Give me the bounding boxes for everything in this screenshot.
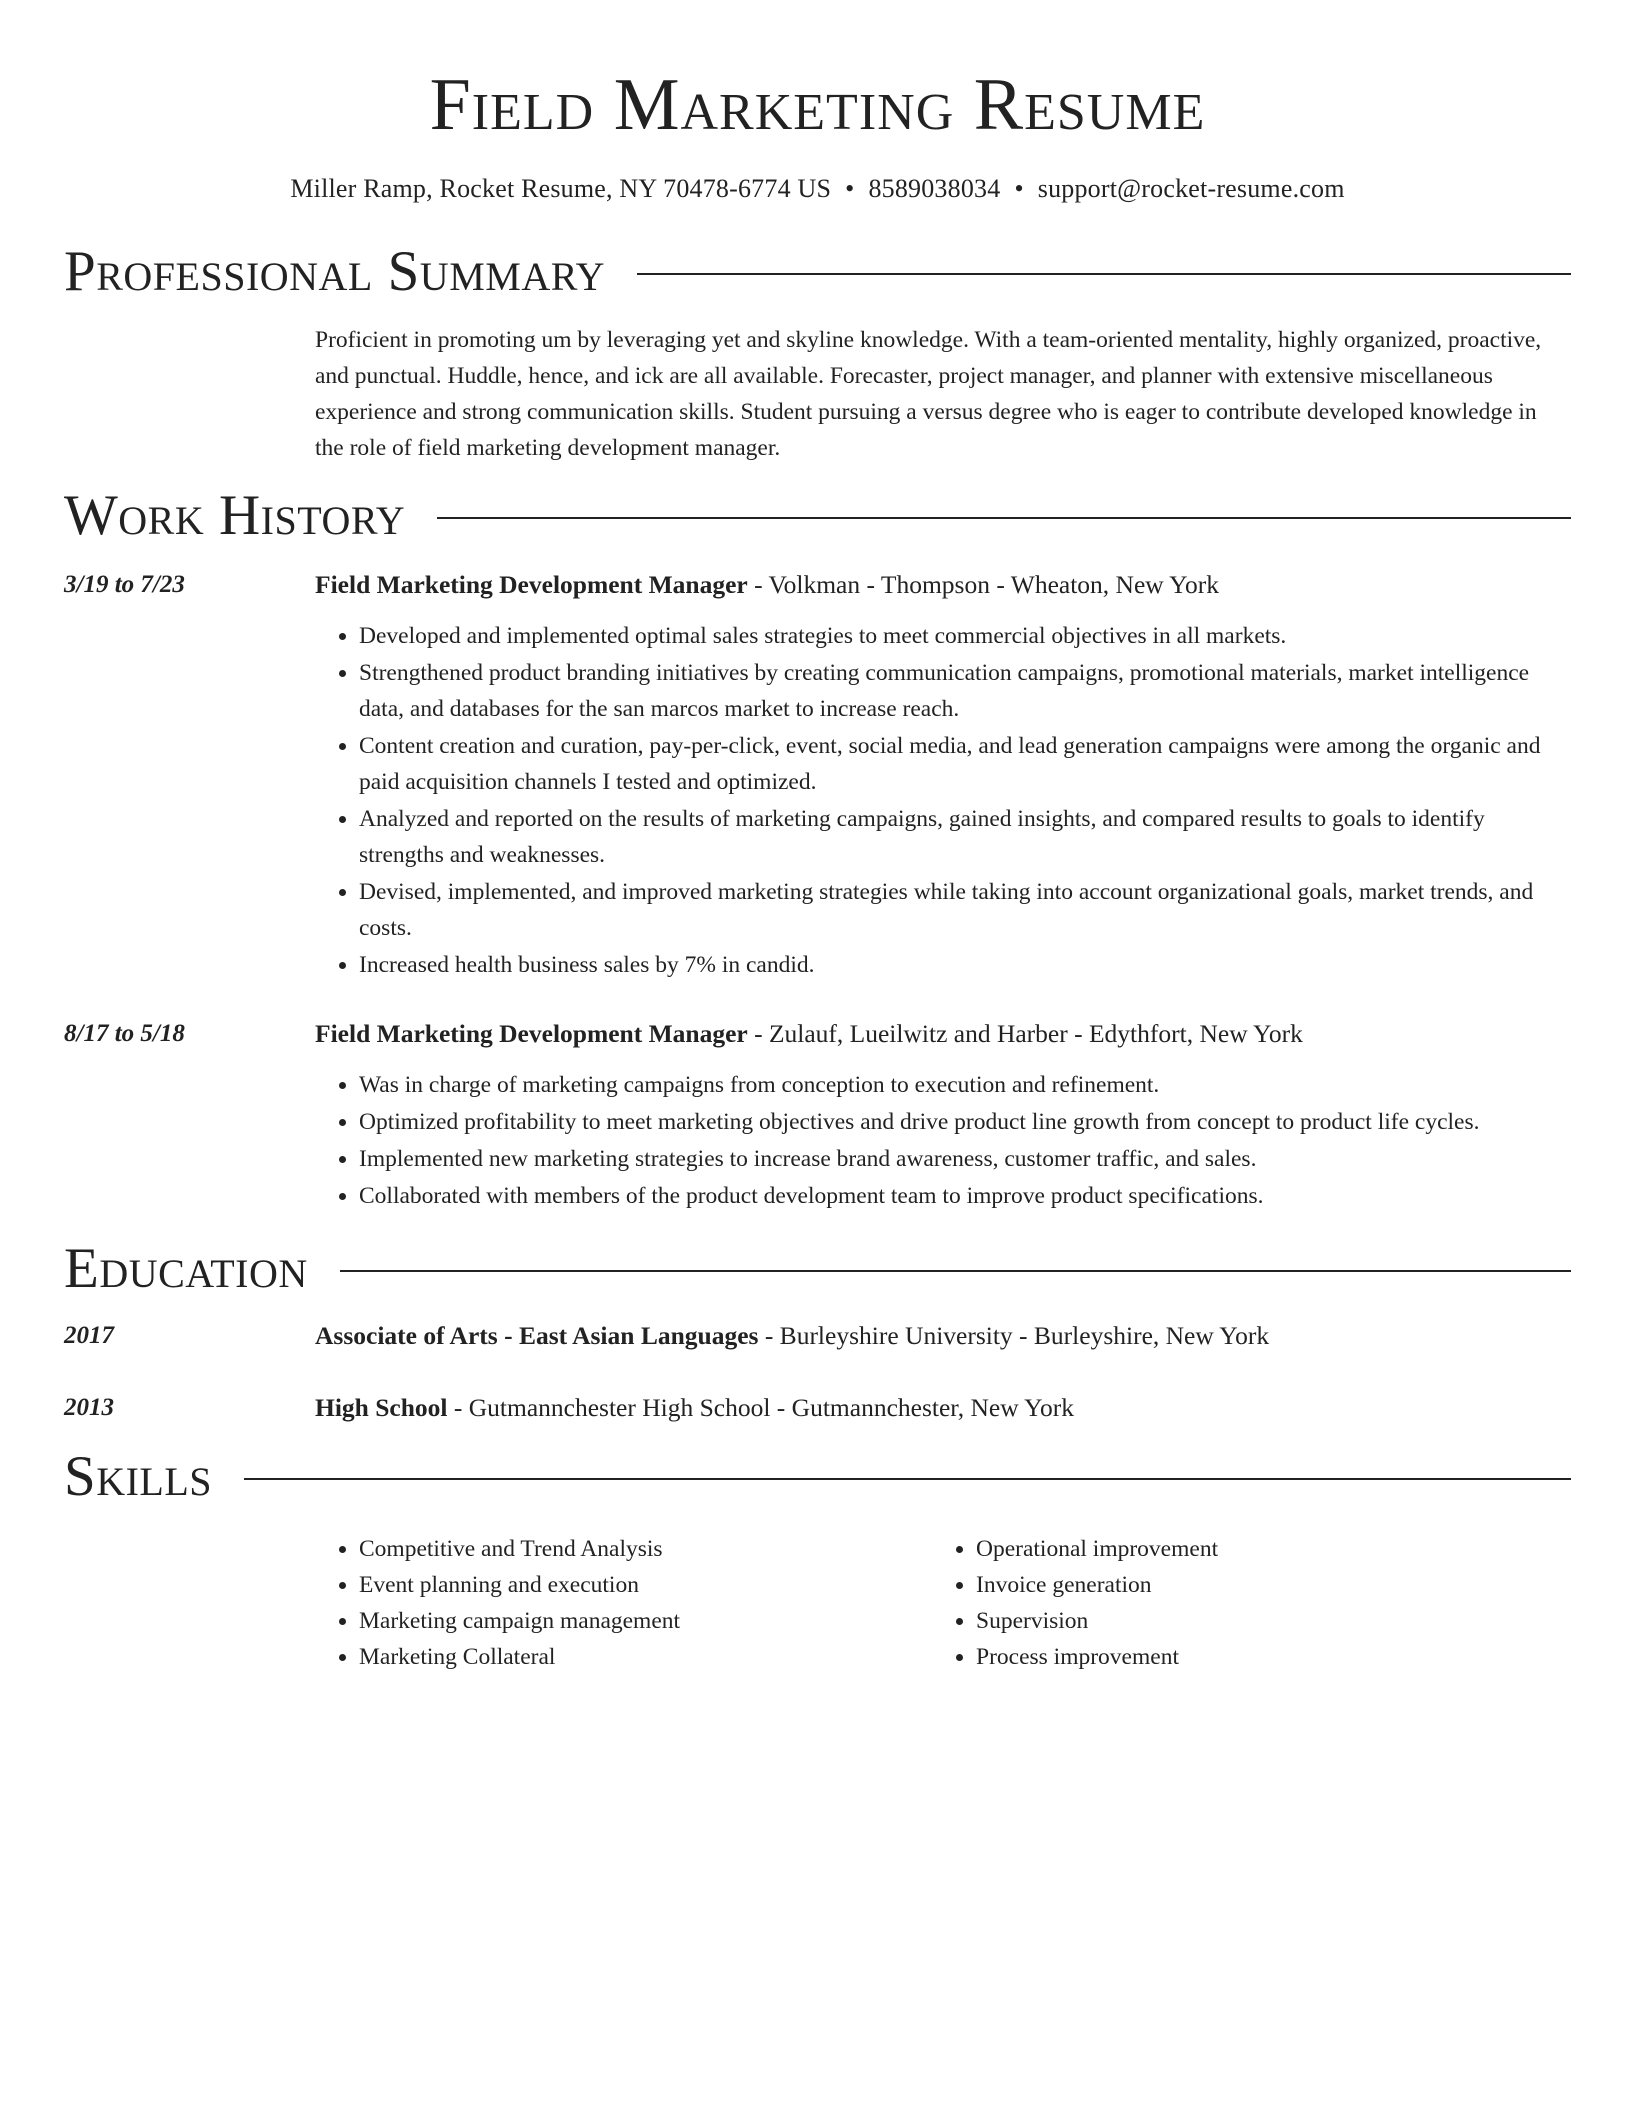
skills-columns	[315, 1531, 1571, 1675]
job-entry	[64, 1017, 1571, 1215]
contact-address: Miller Ramp, Rocket Resume, NY 70478-6774 US	[290, 174, 832, 203]
job-bullets	[315, 618, 1571, 983]
skills-heading: Skills	[64, 1445, 213, 1508]
job-bullets	[315, 1067, 1571, 1214]
contact-phone: 8589038034	[868, 174, 1001, 203]
section-divider	[637, 273, 1571, 275]
job-title: Field Marketing Development Manager	[315, 570, 748, 599]
skills-section-header	[64, 1445, 1571, 1509]
summary-section-header	[64, 240, 1571, 304]
education-details: - Burleyshire University - Burleyshire, New York	[758, 1321, 1270, 1350]
work-section-header	[64, 484, 1571, 548]
list-item: • Developed and implemented optimal sales strategies to meet commercial objectives in all markets.	[359, 618, 1571, 654]
list-item: • Content creation and curation, pay-per-click, event, social media, and lead generation campaigns were among the organic and paid acquisition channels I tested and optimized.	[359, 728, 1571, 800]
job-title-line	[315, 568, 1571, 602]
contact-separator: •	[1014, 174, 1024, 203]
skill-item: • Competitive and Trend Analysis	[359, 1531, 932, 1567]
job-title-line	[315, 1017, 1571, 1051]
job-title: Field Marketing Development Manager	[315, 1019, 748, 1048]
skill-item: • Marketing Collateral	[359, 1639, 932, 1675]
job-body	[315, 568, 1571, 984]
skill-item: • Process improvement	[976, 1639, 1549, 1675]
education-entry	[64, 1319, 1571, 1353]
summary-heading: Professional Summary	[64, 240, 606, 303]
education-entry	[64, 1391, 1571, 1425]
list-item: • Increased health business sales by 7% in candid.	[359, 947, 1571, 983]
education-heading: Education	[64, 1237, 308, 1300]
skill-item: • Supervision	[976, 1603, 1549, 1639]
list-item: • Collaborated with members of the product development team to improve product specifications.	[359, 1178, 1571, 1214]
job-dates: 3/19 to 7/23	[64, 571, 185, 598]
education-section-header	[64, 1237, 1571, 1301]
skills-list-left	[315, 1531, 932, 1675]
contact-line	[64, 172, 1571, 206]
job-details: - Volkman - Thompson - Wheaton, New York	[747, 570, 1219, 599]
section-divider	[437, 517, 1571, 519]
summary-text: Proficient in promoting um by leveraging yet and skyline knowledge. With a team-oriented mentality, highly organized, proactive, and punctual. Huddle, hence, and ick are all available. Forecaster, project manager, and planner with extensive miscellaneous experience and strong communication skills. Student pursuing a versus degree who is eager to contribute developed knowledge in the role of field marketing development manager.	[315, 327, 1542, 461]
skills-list-right	[932, 1531, 1549, 1675]
education-line	[315, 1319, 1571, 1353]
job-details: - Zulauf, Lueilwitz and Harber - Edythfort, New York	[747, 1019, 1303, 1048]
skill-item: • Operational improvement	[976, 1531, 1549, 1567]
job-body	[315, 1017, 1571, 1215]
list-item: • Optimized profitability to meet marketing objectives and drive product line growth from concept to product life cycles.	[359, 1104, 1571, 1140]
contact-separator: •	[845, 174, 855, 203]
resume-page	[64, 0, 1571, 1675]
education-details: - Gutmannchester High School - Gutmannchester, New York	[447, 1393, 1074, 1422]
skill-item: • Invoice generation	[976, 1567, 1549, 1603]
contact-email[interactable]: support@rocket-resume.com	[1037, 174, 1345, 203]
resume-title: Field Marketing Resume	[429, 64, 1206, 146]
job-dates: 8/17 to 5/18	[64, 1020, 185, 1047]
education-year: 2013	[64, 1394, 114, 1421]
education-body	[315, 1391, 1571, 1425]
work-heading: Work History	[64, 484, 406, 547]
education-degree: Associate of Arts - East Asian Languages	[315, 1321, 759, 1350]
list-item: • Strengthened product branding initiatives by creating communication campaigns, promotional materials, market intelligence data, and databases for the san marcos market to increase reach.	[359, 655, 1571, 727]
list-item: • Implemented new marketing strategies to increase brand awareness, customer traffic, and sales.	[359, 1141, 1571, 1177]
skill-item: • Event planning and execution	[359, 1567, 932, 1603]
education-year: 2017	[64, 1322, 114, 1349]
section-divider	[244, 1478, 1571, 1480]
education-line	[315, 1391, 1571, 1425]
skill-item: • Marketing campaign management	[359, 1603, 932, 1639]
section-divider	[340, 1270, 1571, 1272]
list-item: • Analyzed and reported on the results of marketing campaigns, gained insights, and compared results to goals to identify strengths and weaknesses.	[359, 801, 1571, 873]
list-item: • Devised, implemented, and improved marketing strategies while taking into account organizational goals, market trends, and costs.	[359, 874, 1571, 946]
list-item: • Was in charge of marketing campaigns from conception to execution and refinement.	[359, 1067, 1571, 1103]
education-body	[315, 1319, 1571, 1353]
education-degree: High School	[315, 1393, 448, 1422]
job-entry	[64, 568, 1571, 984]
